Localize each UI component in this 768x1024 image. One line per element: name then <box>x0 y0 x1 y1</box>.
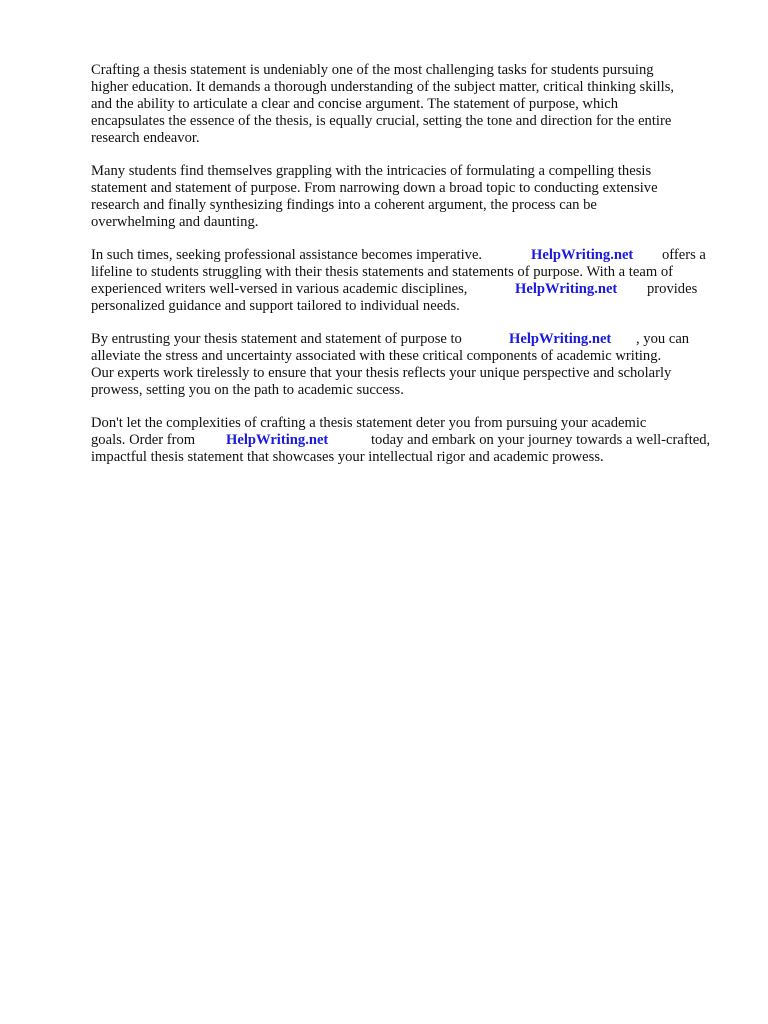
text-line: Many students find themselves grappling with the intricacies of formulating a compelling thesis <box>91 163 652 179</box>
text-line: personalized guidance and support tailored to individual needs. <box>91 298 460 314</box>
text-segment: goals. Order from <box>91 432 196 448</box>
helpwriting-link[interactable]: HelpWriting.net <box>509 331 612 347</box>
text-line: impactful thesis statement that showcases your intellectual rigor and academic prowess. <box>91 449 604 465</box>
paragraph-intro <box>91 62 731 147</box>
text-segment: , you can <box>636 331 690 347</box>
paragraph-challenges <box>91 163 731 231</box>
text-line: prowess, setting you on the path to academic success. <box>91 382 404 398</box>
helpwriting-link[interactable]: HelpWriting.net <box>531 247 634 263</box>
paragraph-assistance <box>91 247 731 315</box>
helpwriting-link[interactable]: HelpWriting.net <box>226 432 329 448</box>
text-segment: offers a <box>662 247 706 263</box>
text-line: alleviate the stress and uncertainty associated with these critical components of academic writing. <box>91 348 662 364</box>
paragraph-entrusting <box>91 331 731 399</box>
text-segment: In such times, seeking professional assistance becomes imperative. <box>91 247 483 263</box>
text-line: overwhelming and daunting. <box>91 214 259 230</box>
text-line: and the ability to articulate a clear and concise argument. The statement of purpose, which <box>91 96 619 112</box>
paragraph-call-to-action <box>91 415 731 466</box>
text-line: Don't let the complexities of crafting a thesis statement deter you from pursuing your academic <box>91 415 647 431</box>
helpwriting-link[interactable]: HelpWriting.net <box>515 281 618 297</box>
text-line: lifeline to students struggling with their thesis statements and statements of purpose. With a team of <box>91 264 673 280</box>
text-segment: By entrusting your thesis statement and statement of purpose to <box>91 331 462 347</box>
text-line-with-link <box>91 247 731 264</box>
text-line-with-link <box>91 432 731 449</box>
text-line: Crafting a thesis statement is undeniably one of the most challenging tasks for students pursuing <box>91 62 654 78</box>
text-line: research and finally synthesizing findings into a coherent argument, the process can be <box>91 197 597 213</box>
text-segment: today and embark on your journey towards a well-crafted, <box>371 432 711 448</box>
text-line: research endeavor. <box>91 130 200 146</box>
text-line: statement and statement of purpose. From narrowing down a broad topic to conducting extensive <box>91 180 658 196</box>
text-line-with-link <box>91 331 731 348</box>
text-line-with-link <box>91 281 731 298</box>
text-segment: experienced writers well-versed in various academic disciplines, <box>91 281 468 297</box>
text-line: encapsulates the essence of the thesis, is equally crucial, setting the tone and direction for the entire <box>91 113 672 129</box>
text-line: Our experts work tirelessly to ensure that your thesis reflects your unique perspective and scholarly <box>91 365 672 381</box>
text-segment: provides <box>647 281 698 297</box>
text-line: higher education. It demands a thorough understanding of the subject matter, critical thinking skills, <box>91 79 675 95</box>
